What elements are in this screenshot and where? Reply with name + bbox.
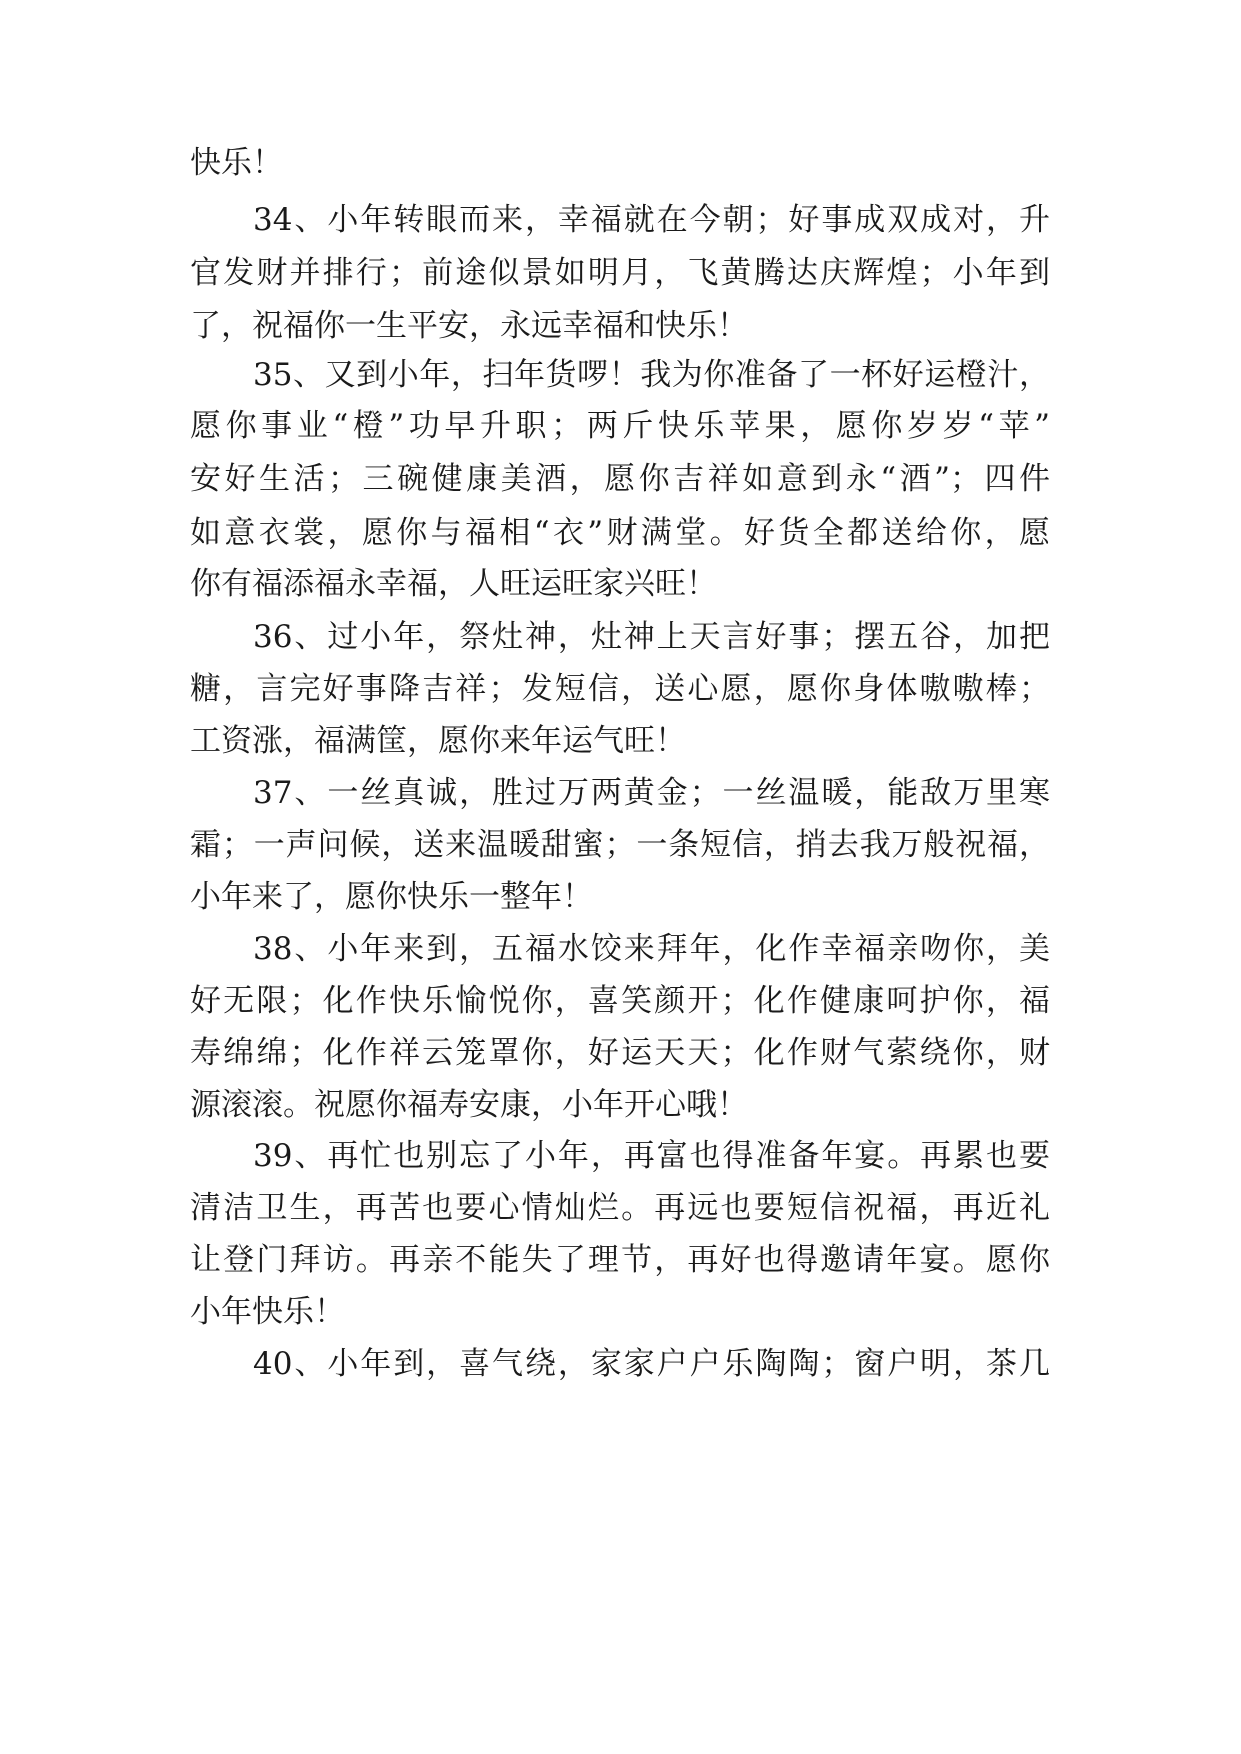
text-line: 让登门拜访。再亲不能失了理节，再好也得邀请年宴。愿你	[190, 1242, 1050, 1278]
text-line: 快乐！	[190, 145, 283, 181]
text-line: 官发财并排行；前途似景如明月，飞黄腾达庆辉煌；小年到	[190, 255, 1050, 291]
text-line: 你有福添福永幸福，人旺运旺家兴旺！	[190, 566, 717, 602]
text-line: 安好生活；三碗健康美酒，愿你吉祥如意到永“酒”；四件	[190, 461, 1050, 497]
text-line: 源滚滚。祝愿你福寿安康，小年开心哦！	[190, 1087, 748, 1123]
text-line: 清洁卫生，再苦也要心情灿烂。再远也要短信祝福，再近礼	[190, 1190, 1050, 1226]
text-line: 40、小年到，喜气绕，家家户户乐陶陶；窗户明，茶几	[253, 1346, 1050, 1382]
text-line: 霜；一声问候，送来温暖甜蜜；一条短信，捎去我万般祝福，	[190, 827, 1050, 863]
text-line: 小年快乐！	[190, 1294, 345, 1330]
text-line: 38、小年来到，五福水饺来拜年，化作幸福亲吻你，美	[253, 931, 1050, 967]
text-line: 工资涨，福满筐，愿你来年运气旺！	[190, 723, 686, 759]
text-line: 36、过小年，祭灶神，灶神上天言好事；摆五谷，加把	[253, 619, 1050, 655]
text-line: 小年来了，愿你快乐一整年！	[190, 879, 593, 915]
text-line: 寿绵绵；化作祥云笼罩你，好运天天；化作财气萦绕你，财	[190, 1035, 1050, 1071]
text-line: 39、再忙也别忘了小年，再富也得准备年宴。再累也要	[253, 1138, 1050, 1174]
text-line: 糖，言完好事降吉祥；发短信，送心愿，愿你身体嗷嗷棒；	[190, 671, 1050, 707]
text-line: 了，祝福你一生平安，永远幸福和快乐！	[190, 308, 748, 344]
text-line: 35、又到小年，扫年货啰！我为你准备了一杯好运橙汁，	[253, 357, 1050, 393]
text-line: 好无限；化作快乐愉悦你，喜笑颜开；化作健康呵护你，福	[190, 983, 1050, 1019]
text-line: 愿你事业“橙”功早升职；两斤快乐苹果，愿你岁岁“苹”	[190, 408, 1050, 444]
text-line: 37、一丝真诚，胜过万两黄金；一丝温暖，能敌万里寒	[253, 775, 1050, 811]
text-line: 如意衣裳，愿你与福相“衣”财满堂。好货全都送给你，愿	[190, 515, 1050, 551]
text-line: 34、小年转眼而来，幸福就在今朝；好事成双成对，升	[253, 202, 1050, 238]
